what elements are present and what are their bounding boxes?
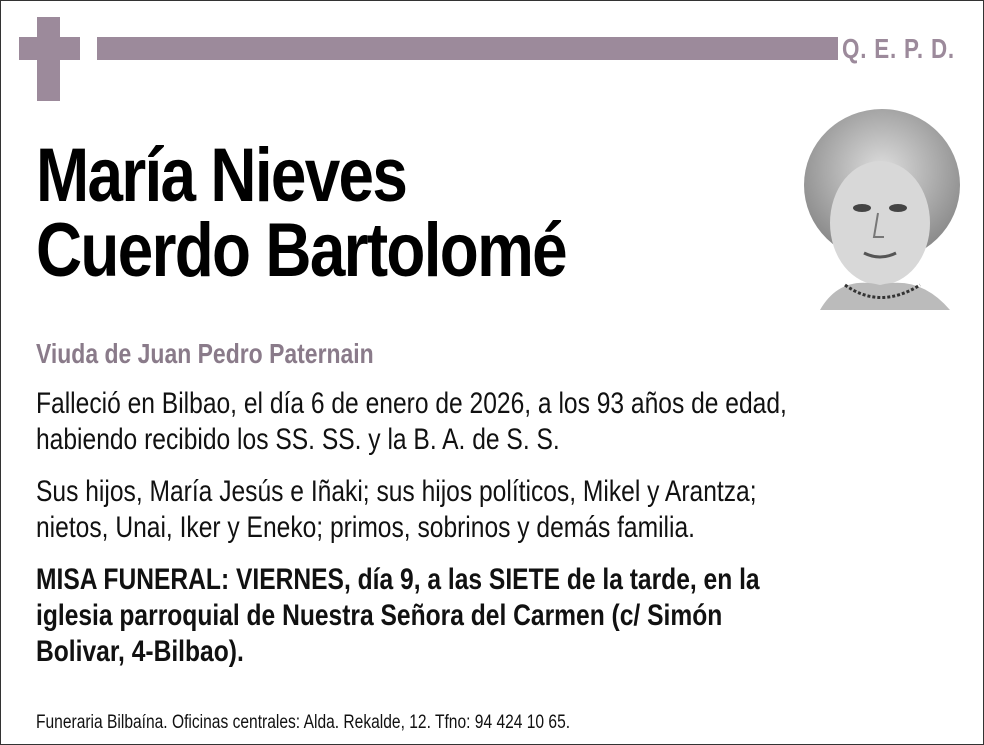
qepd-label: Q. E. P. D.: [842, 33, 955, 64]
text-line: nietos, Unai, Iker y Eneko; primos, sobrinos y demás familia.: [36, 511, 696, 544]
funeral-home-footer: Funeraria Bilbaína. Oficinas centrales: Alda. Rekalde, 12. Tfno: 94 424 10 65.: [36, 712, 571, 733]
text-line: Bolivar, 4-Bilbao).: [36, 635, 244, 668]
text-line: habiendo recibido los SS. SS. y la B. A. de S. S.: [36, 423, 560, 456]
family-paragraph: [36, 474, 757, 546]
text-line: Falleció en Bilbao, el día 6 de enero de 2026, a los 93 años de edad,: [36, 387, 787, 420]
portrait-photo: [800, 105, 966, 310]
header-bar: [97, 37, 838, 60]
deceased-name-line1: María Nieves: [36, 133, 407, 218]
text-line: iglesia parroquial de Nuestra Señora del Carmen (c/ Simón: [36, 599, 723, 632]
subtitle-widow: Viuda de Juan Pedro Paternain: [36, 338, 374, 369]
cross-icon-arm: [19, 37, 80, 60]
text-line: MISA FUNERAL: VIERNES, día 9, a las SIETE de la tarde, en la: [36, 563, 760, 596]
funeral-mass-paragraph: [36, 562, 760, 670]
death-notice-paragraph: [36, 386, 787, 458]
text-line: Sus hijos, María Jesús e Iñaki; sus hijos políticos, Mikel y Arantza;: [36, 475, 757, 508]
deceased-name-line2: Cuerdo Bartolomé: [36, 208, 567, 293]
